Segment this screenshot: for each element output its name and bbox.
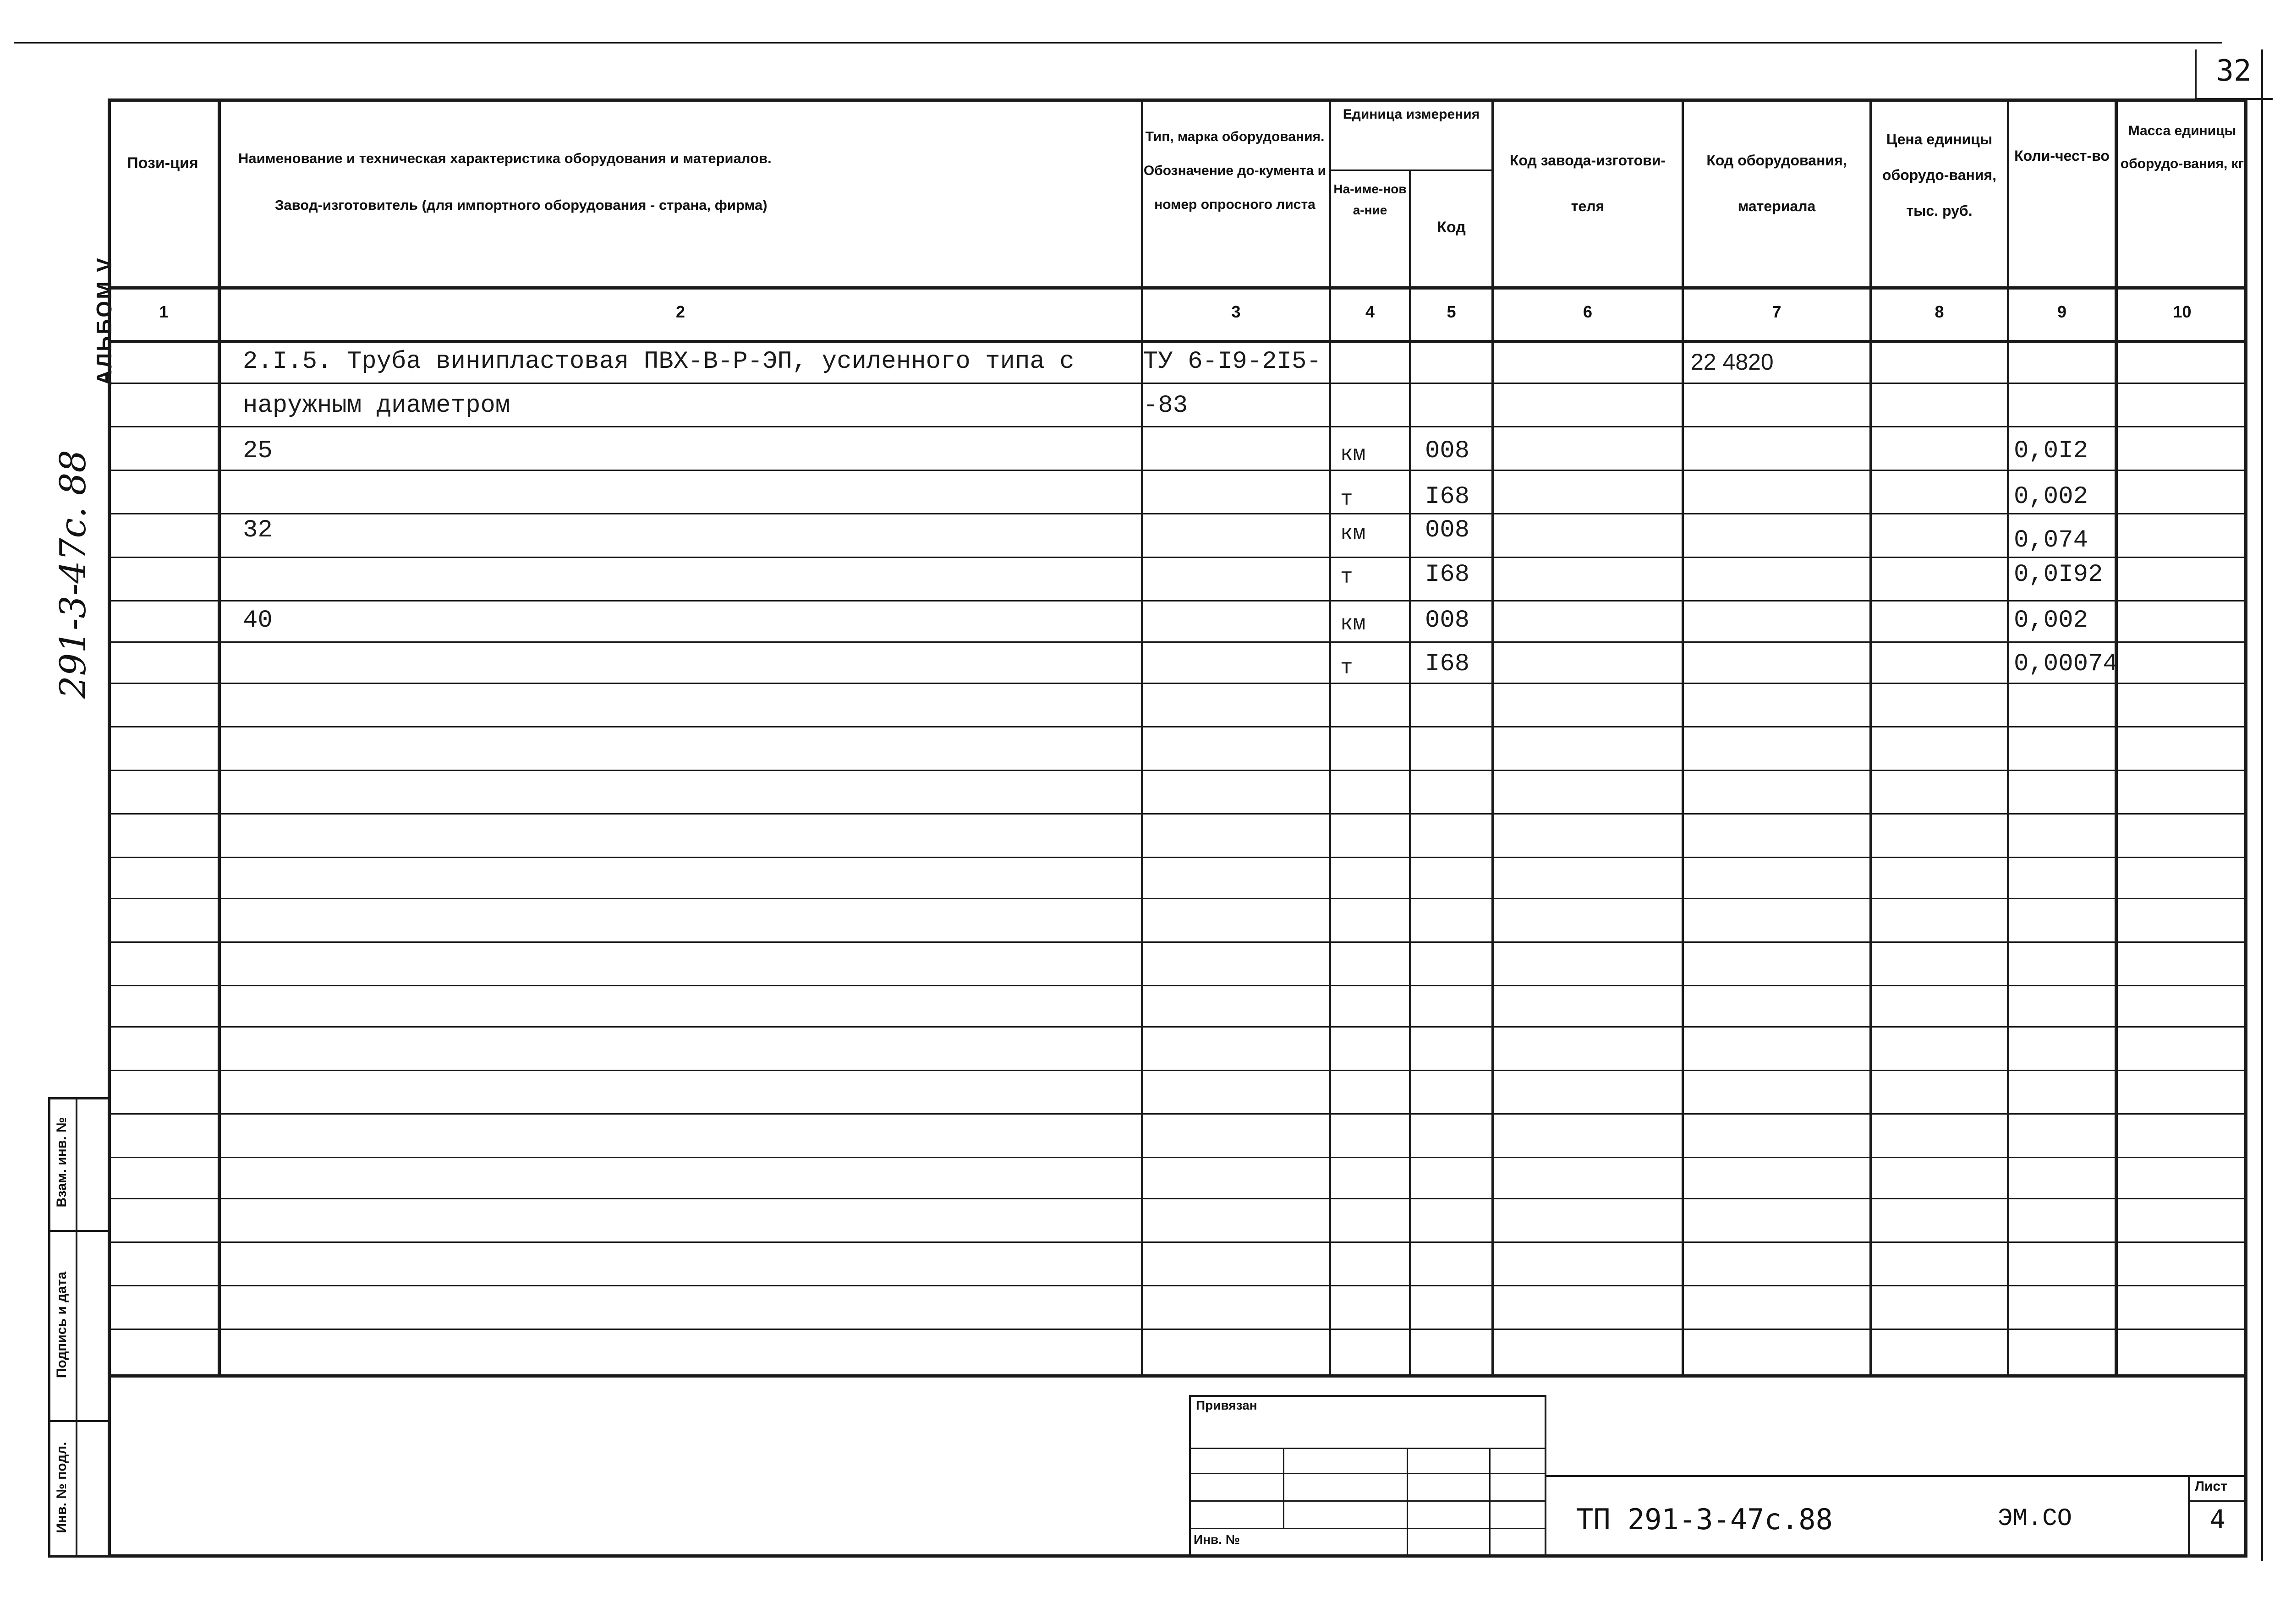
header-quantity: Коли-чест-во (2014, 148, 2110, 164)
row-qty: 0,074 (2014, 526, 2088, 554)
unit-group-line (1329, 170, 1491, 171)
header-name-line2: Завод-изготовитель (для импортного оборудования - страна, фирма) (275, 197, 767, 213)
title-vline-2 (1407, 1448, 1408, 1558)
title-block-left (1189, 1395, 1546, 1558)
colnum-6: 6 (1583, 302, 1593, 321)
colnum-4: 4 (1365, 302, 1375, 321)
row-qty: 0,0I2 (2014, 437, 2088, 465)
sheet-number: 4 (2210, 1505, 2225, 1535)
row-unit: км (1340, 443, 1366, 466)
row-code: I68 (1425, 650, 1470, 678)
col-line-6 (1682, 98, 1684, 1377)
row-code: 008 (1425, 437, 1470, 465)
row-type: -83 (1143, 392, 1188, 420)
sheet-box-line (2188, 1500, 2247, 1502)
header-factory-code: Код завода-изготови-теля (1509, 152, 1666, 214)
colnum-1: 1 (159, 302, 169, 321)
header-price: Цена единицы оборудо-вания, тыс. руб. (1882, 131, 1997, 219)
row-type: ТУ 6-I9-2I5- (1143, 348, 1321, 376)
header-mass: Масса единицы оборудо-вания, кг (2120, 123, 2244, 171)
sheet-label: Лист (2195, 1479, 2227, 1494)
header-bottom-line (108, 286, 2247, 290)
colnum-2: 2 (675, 302, 685, 321)
title-privyazan: Привязан (1196, 1398, 1257, 1412)
row-unit: т (1340, 565, 1353, 589)
right-outer-line (2261, 49, 2263, 1561)
header-unit-code: Код (1437, 219, 1466, 236)
row-code: I68 (1425, 561, 1470, 589)
colnum-bottom-line (108, 340, 2247, 343)
colnum-10: 10 (2173, 302, 2192, 321)
row-qty: 0,002 (2014, 483, 2088, 511)
side-stamp-divider (76, 1097, 77, 1558)
row-name: 2.I.5. Труба винипластовая ПВХ-В-Р-ЭП, усиленного типа с (243, 348, 1074, 376)
col-line-8 (2007, 98, 2009, 1377)
title-vline-1 (1283, 1448, 1284, 1528)
row-name: 40 (243, 607, 273, 634)
row-unit: т (1340, 487, 1353, 511)
page-number: 32 (2216, 54, 2252, 88)
col-line-7 (1869, 98, 1872, 1377)
header-unit-group: Единица измерения (1343, 107, 1480, 122)
col-line-9 (2115, 98, 2118, 1377)
row-name: наружным диаметром (243, 392, 510, 420)
title-line-4 (1189, 1528, 1546, 1529)
header-material-code: Код оборудования, материала (1706, 152, 1847, 214)
stamp-inv-replace: Взам. инв. № (54, 1117, 69, 1208)
colnum-5: 5 (1447, 302, 1456, 321)
section-code: ЭМ.СО (1998, 1505, 2072, 1533)
stamp-sign-date: Подпись и дата (54, 1271, 69, 1378)
album-label: АЛЬБОМ V (92, 256, 116, 385)
col-line-1 (218, 98, 221, 1377)
row-name: 25 (243, 437, 273, 465)
colnum-3: 3 (1231, 302, 1241, 321)
row-qty: 0,0I92 (2014, 561, 2103, 589)
row-qty: 0,002 (2014, 607, 2088, 634)
handwritten-code: 291-3-47с. 88 (53, 450, 94, 699)
row-qty: 0,00074 (2014, 651, 2118, 678)
top-border-line (14, 42, 2222, 44)
row-unit: т (1340, 656, 1353, 680)
row-code: 008 (1425, 516, 1470, 544)
title-vline-3 (1489, 1448, 1491, 1558)
row-code: 008 (1425, 607, 1470, 634)
stamp-inv-orig: Инв. № подл. (54, 1442, 69, 1533)
header-name-line1: Наименование и техническая характеристика оборудования и материалов. (238, 150, 772, 166)
title-inv-no: Инв. № (1194, 1532, 1240, 1547)
colnum-9: 9 (2057, 302, 2067, 321)
title-line-1 (1189, 1448, 1546, 1449)
table-bottom-line (108, 1374, 2247, 1378)
row-code: I68 (1425, 483, 1470, 511)
doc-code: ТП 291-3-47с.88 (1576, 1503, 1833, 1536)
row-unit: км (1340, 522, 1366, 546)
title-right-top (1546, 1475, 2247, 1477)
row-name: 32 (243, 516, 273, 544)
col-line-3 (1329, 98, 1331, 1377)
col-line-2 (1141, 98, 1143, 1377)
title-line-3 (1189, 1500, 1546, 1502)
colnum-7: 7 (1772, 302, 1781, 321)
row-unit: км (1340, 612, 1366, 636)
header-unit-name: На-име-нова-ние (1333, 182, 1407, 217)
header-position: Пози-ция (127, 154, 198, 172)
col-line-5 (1491, 98, 1494, 1377)
header-type: Тип, марка оборудования. Обозначение до-кумента и номер опросного листа (1143, 129, 1326, 212)
colnum-8: 8 (1935, 302, 1944, 321)
title-line-2 (1189, 1473, 1546, 1474)
col-line-4 (1409, 170, 1411, 1377)
row-material-code: 22 4820 (1691, 349, 1774, 375)
